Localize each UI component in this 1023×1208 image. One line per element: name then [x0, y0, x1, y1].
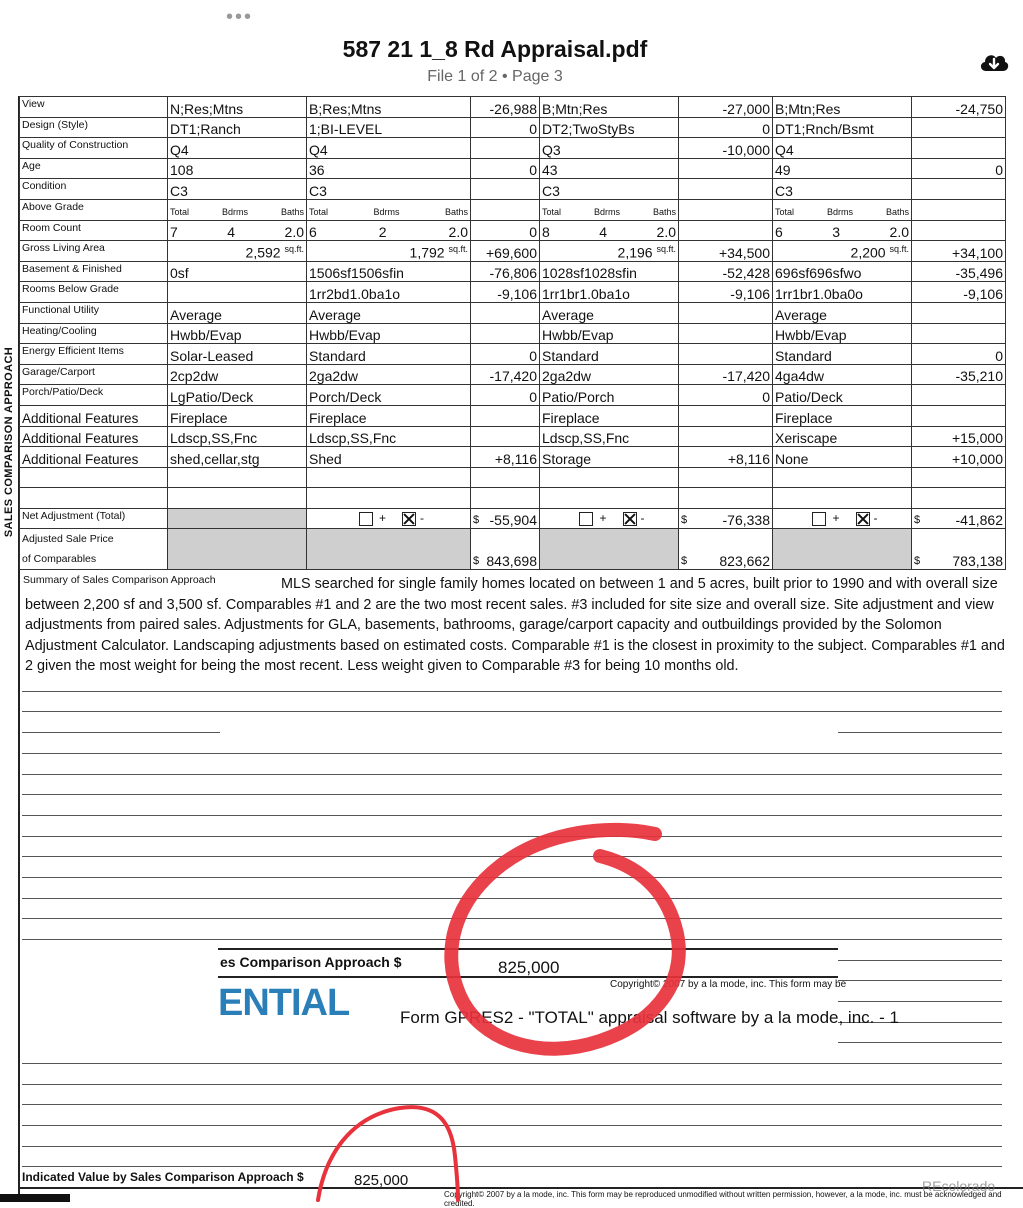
subject-view: N;Res;Mtns [168, 97, 307, 118]
comp1-adjusted-price: 843,698 [486, 553, 537, 570]
label-age: Age [20, 158, 168, 179]
comp1-view: B;Res;Mtns [307, 97, 471, 118]
overlay-label: es Comparison Approach $ [220, 954, 402, 970]
label-room-count: Room Count [20, 220, 168, 241]
row-porch: Porch/Patio/Deck LgPatio/Deck Porch/Deck 0 Patio/Porch 0 Patio/Deck [20, 385, 1006, 406]
comp1-design: 1;BI-LEVEL [307, 117, 471, 138]
comp2-quality-adj: -10,000 [679, 138, 773, 159]
row-functional: Functional Utility Average Average Average Average [20, 302, 1006, 323]
hdr-total: Total [170, 206, 190, 217]
hdr-baths: Baths [280, 206, 304, 217]
overlay-form-line: Form GPRES2 - "TOTAL" appraisal software by a la mode, inc. - 1 [400, 1008, 899, 1027]
comp1-design-adj: 0 [471, 117, 540, 138]
label-rooms-below: Rooms Below Grade [20, 282, 168, 303]
row-additional-1: Additional Features Fireplace Fireplace Fireplace Fireplace [20, 405, 1006, 426]
document-page [0, 96, 1023, 1208]
subject-age: 108 [168, 158, 307, 179]
more-options-icon[interactable]: ••• [226, 6, 254, 28]
overlay-copyright: Copyright© 2007 by a la mode, inc. This form may be [610, 979, 847, 990]
row-rooms-below: Rooms Below Grade 1rr2bd1.0ba1o -9,106 1rr1br1.0ba1o -9,106 1rr1br1.0ba0o -9,106 [20, 282, 1006, 303]
row-energy: Energy Efficient Items Solar-Leased Standard 0 Standard Standard 0 [20, 344, 1006, 365]
watermark: REcolorado [922, 1178, 996, 1194]
subject-quality: Q4 [168, 138, 307, 159]
row-net-adjustment: Net Adjustment (Total) + - $ -55,904 + - $ -76,338 + - $ -41,862 [20, 508, 1006, 529]
cloud-download-icon[interactable] [978, 48, 1010, 76]
comp3-design: DT1;Rnch/Bsmt [773, 117, 912, 138]
label-net-adjustment: Net Adjustment (Total) [20, 508, 168, 529]
row-garage: Garage/Carport 2cp2dw 2ga2dw -17,420 2ga2dw -17,420 4ga4dw -35,210 [20, 364, 1006, 385]
comp1-net-adj: -55,904 [489, 512, 537, 529]
hdr-bdrms: Bdrms [221, 206, 248, 217]
comp1-condition: C3 [307, 179, 471, 200]
comp2-age: 43 [540, 158, 679, 179]
comp2-condition: C3 [540, 179, 679, 200]
row-above-grade: Above Grade Total Bdrms Baths Total Bdrms Baths Total Bdrms Baths Total Bdrms Baths [20, 199, 1006, 220]
side-section-label: SALES COMPARISON APPROACH [3, 346, 15, 538]
row-room-count: Room Count 7 4 2.0 6 2 2.0 0 8 4 2.0 6 3 2.0 [20, 220, 1006, 241]
comp2-adjusted-price: 823,662 [719, 553, 770, 570]
comp1-age-adj: 0 [471, 158, 540, 179]
indicated-value: 825,000 [354, 1172, 409, 1189]
label-gla: Gross Living Area [20, 241, 168, 262]
comp3-net-adj: -41,862 [955, 512, 1003, 529]
comp3-quality: Q4 [773, 138, 912, 159]
comp3-age-adj: 0 [912, 158, 1006, 179]
row-additional-3: Additional Features shed,cellar,stg Shed +8,116 Storage +8,116 None +10,000 [20, 447, 1006, 468]
subject-design: DT1;Ranch [168, 117, 307, 138]
comp3-age: 49 [773, 158, 912, 179]
brand-logo-text: ENTIAL [218, 982, 350, 1024]
viewer-header [0, 0, 1023, 95]
label-above-grade: Above Grade [20, 199, 168, 220]
highlight-circle [451, 830, 679, 1049]
label-design: Design (Style) [20, 117, 168, 138]
comp3-view: B;Mtn;Res [773, 97, 912, 118]
comp2-design: DT2;TwoStyBs [540, 117, 679, 138]
comp2-quality: Q3 [540, 138, 679, 159]
comp1-quality: Q4 [307, 138, 471, 159]
indicated-value-label: Indicated Value by Sales Comparison Approach $ [22, 1170, 304, 1184]
red-highlight-marks [0, 96, 1023, 1200]
label-view: View [20, 97, 168, 118]
comp2-net-adj: -76,338 [722, 512, 770, 529]
row-basement: Basement & Finished 0sf 1506sf1506sfin -76,806 1028sf1028sfin -52,428 696sf696sfwo -35,496 [20, 261, 1006, 282]
comp2-design-adj: 0 [679, 117, 773, 138]
label-condition: Condition [20, 179, 168, 200]
subject-condition: C3 [168, 179, 307, 200]
comp2-view: B;Mtn;Res [540, 97, 679, 118]
comp3-condition: C3 [773, 179, 912, 200]
footer-copyright: Copyright© 2007 by a la mode, inc. This form may be reproduced unmodified without written permission, however, a la mode, inc. must be acknowledged and credited. [444, 1190, 1002, 1208]
row-gla: Gross Living Area 2,592 $^{sq.ft.}$ 1,792 $^{sq.ft.}$ +69,600 2,196 $^{sq.ft.}$ +34,500 2,200 $^{sq.ft.}$ +34,100 [20, 241, 1006, 262]
comp3-adjusted-price: 783,138 [952, 553, 1003, 570]
label-quality: Quality of Construction [20, 138, 168, 159]
row-additional-2: Additional Features Ldscp,SS,Fnc Ldscp,SS,Fnc Ldscp,SS,Fnc Xeriscape +15,000 [20, 426, 1006, 447]
summary-text: MLS searched for single family homes located on between 1 and 5 acres, built prior to 1990 and with overall size between 2,200 sf and 3,500 sf. Comparables #1 and 2 are the two most recent sales. #3 included for site size and overall size. Site adjustment and view adjustments from paired sales. Adjustments for GLA, basements, bathrooms, garage/carport capacity and outbuildings provided by the Solomon Adjustment Calculator. Landscaping adjustments based on estimated costs. Comparable #1 is the closest in proximity to the subject. Comparables #1 and 2 given the most weight for being the most recent. Less weight given to Comparable #3 for being 10 months old. [25, 576, 1005, 675]
highlight-arc [318, 1107, 458, 1200]
row-heating: Heating/Cooling Hwbb/Evap Hwbb/Evap Hwbb/Evap Hwbb/Evap [20, 323, 1006, 344]
label-basement: Basement & Finished [20, 261, 168, 282]
page-indicator: File 1 of 2 • Page 3 [427, 68, 563, 85]
comp3-view-adj: -24,750 [912, 97, 1006, 118]
row-adjusted-price: Adjusted Sale Price of Comparables $ 843,698 $ 823,662 $ 783,138 [20, 529, 1006, 570]
document-title: 587 21 1_8 Rd Appraisal.pdf [342, 36, 648, 62]
comp1-view-adj: -26,988 [471, 97, 540, 118]
comp1-age: 36 [307, 158, 471, 179]
comp2-view-adj: -27,000 [679, 97, 773, 118]
summary-label: Summary of Sales Comparison Approach [23, 574, 216, 586]
overlay-value: 825,000 [498, 958, 560, 977]
